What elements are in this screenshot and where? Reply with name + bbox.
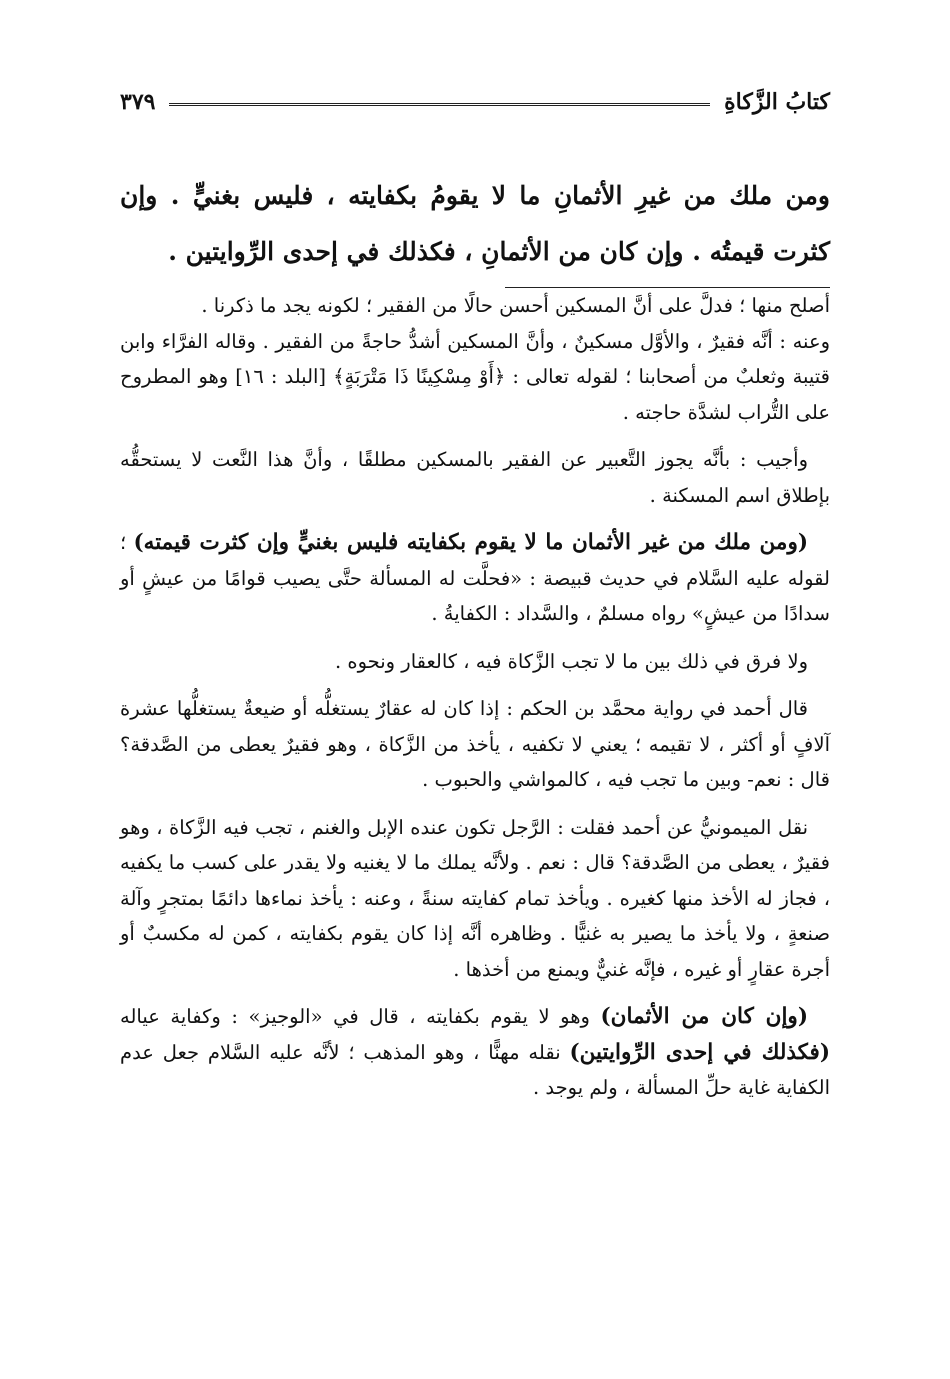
paragraph: وعنه : أنَّه فقيرٌ ، والأوَّل مسكينٌ ، وأنَّ المسكين أشدُّ حاجةً من الفقير . وقاله الفرَّاء وابن قتيبة وثعلبٌ من أصحابنا ؛ لقوله تعالى : ﴿أَوْ مِسْكِينًا ذَا مَتْرَبَةٍ﴾ [البلد : ١٦] وهو المطروح على التُّراب لشدَّة حاجته . (120, 329, 831, 424)
paragraph (120, 525, 830, 632)
paragraph-text: ؛ لقوله عليه السَّلام في حديث قبيصة : «فحلَّت له المسألة حتَّى يصيب قوامًا من عيشٍ أو سدادًا من عيشٍ» رواه مسلمٌ ، والسَّداد : الكفايةُ . (120, 531, 830, 625)
matn-quote: (فكذلك في إحدى الرِّوايتين) (569, 1039, 830, 1065)
page-number: ٣٧٩ (120, 89, 156, 115)
paragraph: أصلح منها ؛ فدلَّ على أنَّ المسكين أحسن حالًا من الفقير ؛ لكونه يجد ما ذكرنا . (201, 294, 830, 317)
matn-quote: (ومن ملك من غير الأثمان ما لا يقوم بكفايته فليس بغنيٍّ وإن كثرت قيمته) (133, 530, 808, 555)
running-header (120, 82, 830, 122)
matn-quote: (وإن كان من الأثمان) (600, 1004, 808, 1029)
chapter-title: كتابُ الزَّكاةِ (724, 89, 830, 115)
paragraph: وأجيب : بأنَّه يجوز التَّعبير عن الفقير بالمسكين مطلقًا ، وأنَّ هذا النَّعت لا يستحقُّه بإطلاق اسم المسكنة . (120, 448, 830, 507)
paragraph-text: وهو لا يقوم بكفايته ، قال في «الوجيز» : وكفاية عياله (120, 1005, 601, 1028)
paragraph (120, 999, 830, 1106)
paragraph: نقل الميمونيُّ عن أحمد فقلت : الرَّجل تكون عنده الإبل والغنم ، تجب فيه الزَّكاة ، وهو فقيرٌ ، يعطى من الصَّدقة؟ قال : نعم . ولأنَّه يملك ما لا يغنيه ولا يقدر على كسب ما يكفيه ، فجاز له الأخذ منها كغيره . ويأخذ تمام كفايته سنةً ، وعنه : يأخذ نماءها دائمًا بمتجرٍ وآلة صنعةٍ ، ولا يأخذ ما يصير به غنيًّا . وظاهره أنَّه إذا كان يقوم بكفايته ، كمن له مكسبٌ أو أجرة عقارٍ أو غيره ، فإنَّه غنيٌّ ويمنع من أخذها . (120, 815, 830, 981)
paragraph-text: نقله مهنًّا ، وهو المذهب ؛ لأنَّه عليه السَّلام جعل عدم الكفاية غاية حلِّ المسألة ، ولم يوجد . (120, 1040, 830, 1099)
paragraph: ولا فرق في ذلك بين ما لا تجب الزَّكاة فيه ، كالعقار ونحوه . (334, 649, 808, 673)
matn-text: ومن ملك من غيرِ الأثمانِ ما لا يقومُ بكفايته ، فليس بغنيٍّ . وإن كثرت قيمتُه . وإن كان من الأثمانِ ، فكذلك في إحدى الرِّوايتين . (120, 181, 830, 266)
header-rule (169, 103, 710, 106)
paragraph: قال أحمد في رواية محمَّد بن الحكم : إذا كان له عقارٌ يستغلُّه أو ضيعةٌ يستغلُّها عشرة آلافٍ أو أكثر ، لا تقيمه ؛ يعني لا تكفيه ، يأخذ من الزَّكاة ، وهو فقيرٌ يعطى من الصَّدقة؟ قال : نعم- وبين ما تجب فيه ، كالمواشي والحبوب . (120, 697, 830, 791)
commentary (120, 288, 830, 1118)
